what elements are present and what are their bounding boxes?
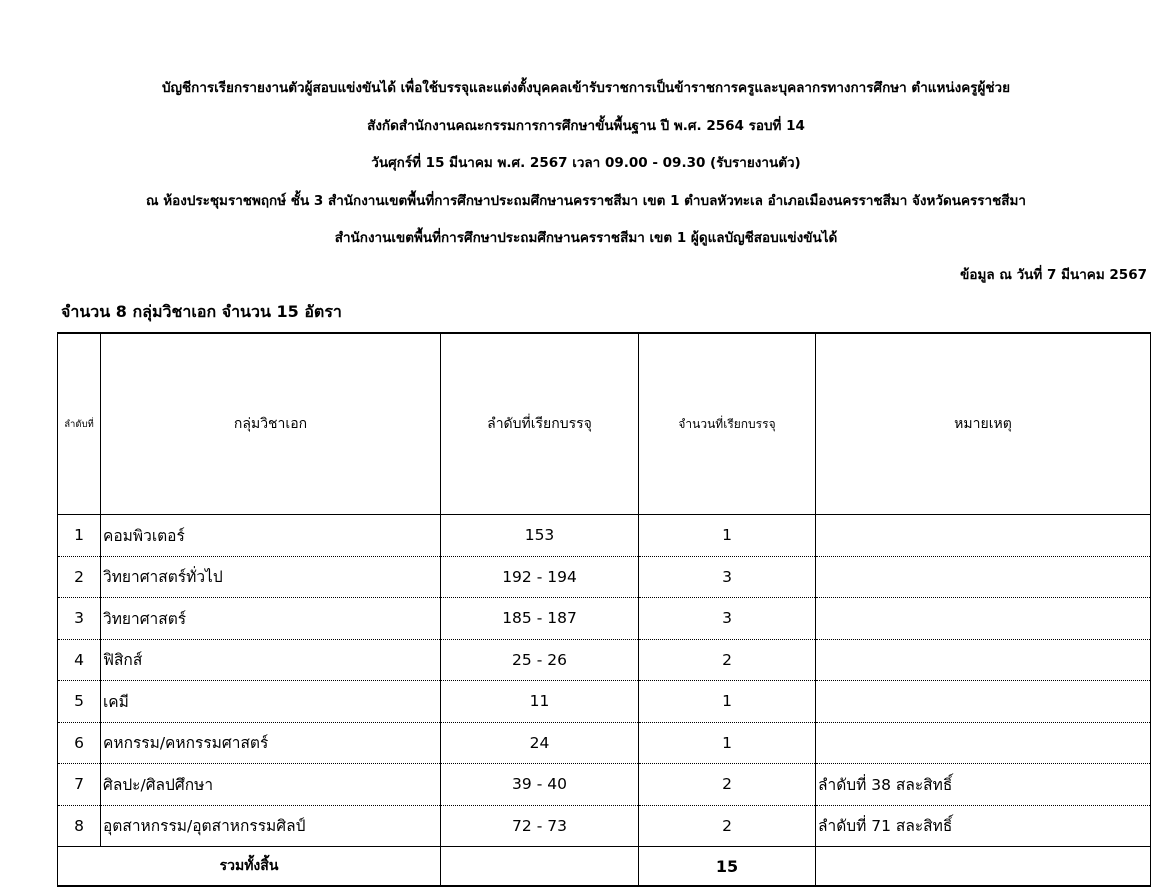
total-note xyxy=(816,847,1151,887)
row-call-order: 25 - 26 xyxy=(441,639,639,681)
data-as-of-date: ข้อมูล ณ วันที่ 7 มีนาคม 2567 xyxy=(960,267,1147,283)
row-call-order: 11 xyxy=(441,681,639,723)
row-call-order: 39 - 40 xyxy=(441,764,639,806)
row-call-count: 3 xyxy=(639,598,816,640)
row-call-count: 2 xyxy=(639,764,816,806)
table-row xyxy=(58,805,1151,847)
row-major: คหกรรม/คหกรรมศาสตร์ xyxy=(101,722,441,764)
table-row xyxy=(58,639,1151,681)
row-number: 7 xyxy=(58,764,101,806)
row-call-count: 2 xyxy=(639,639,816,681)
row-note: ลำดับที่ 71 สละสิทธิ์ xyxy=(816,805,1151,847)
col-header-no: ลำดับที่ xyxy=(58,333,101,515)
row-call-order: 185 - 187 xyxy=(441,598,639,640)
row-call-order: 153 xyxy=(441,515,639,557)
row-major: อุตสาหกรรม/อุตสาหกรรมศิลป์ xyxy=(101,805,441,847)
table-row xyxy=(58,556,1151,598)
row-note xyxy=(816,681,1151,723)
table-header-row xyxy=(58,333,1151,515)
col-header-count: จำนวนที่เรียกบรรจุ xyxy=(639,333,816,515)
row-major: วิทยาศาสตร์ xyxy=(101,598,441,640)
table-row xyxy=(58,598,1151,640)
col-header-note: หมายเหตุ xyxy=(816,333,1151,515)
row-note xyxy=(816,515,1151,557)
table-row xyxy=(58,515,1151,557)
row-call-count: 1 xyxy=(639,681,816,723)
table-row xyxy=(58,764,1151,806)
table-row xyxy=(58,722,1151,764)
row-call-order: 72 - 73 xyxy=(441,805,639,847)
call-list-table xyxy=(57,332,1151,887)
total-value: 15 xyxy=(639,847,816,887)
row-major: เคมี xyxy=(101,681,441,723)
venue-line: ณ ห้องประชุมราชพฤกษ์ ชั้น 3 สำนักงานเขตพื้นที่การศึกษาประถมศึกษานครราชสีมา เขต 1 ตำบลหัวทะเล อำเภอเมืองนครราชสีมา จังหวัดนครราชสีมา xyxy=(146,193,1026,209)
document-title: บัญชีการเรียกรายงานตัวผู้สอบแข่งขันได้ เพื่อใช้บรรจุและแต่งตั้งบุคคลเข้ารับราชการเป็นข้าราชการครูและบุคลากรทางการศึกษา ตำแหน่งครูผู้ช่วย xyxy=(161,80,1011,96)
row-number: 4 xyxy=(58,639,101,681)
row-call-order: 192 - 194 xyxy=(441,556,639,598)
office-line: สำนักงานเขตพื้นที่การศึกษาประถมศึกษานครราชสีมา เขต 1 ผู้ดูแลบัญชีสอบแข่งขันได้ xyxy=(334,230,838,246)
row-major: ฟิสิกส์ xyxy=(101,639,441,681)
col-header-order: ลำดับที่เรียกบรรจุ xyxy=(441,333,639,515)
row-call-count: 2 xyxy=(639,805,816,847)
row-number: 1 xyxy=(58,515,101,557)
row-call-count: 1 xyxy=(639,722,816,764)
row-note xyxy=(816,639,1151,681)
total-row xyxy=(58,847,1151,887)
row-major: ศิลปะ/ศิลปศึกษา xyxy=(101,764,441,806)
row-call-order: 24 xyxy=(441,722,639,764)
row-major: วิทยาศาสตร์ทั่วไป xyxy=(101,556,441,598)
row-number: 2 xyxy=(58,556,101,598)
row-number: 8 xyxy=(58,805,101,847)
affiliation-line: สังกัดสำนักงานคณะกรรมการการศึกษาขั้นพื้นฐาน ปี พ.ศ. 2564 รอบที่ 14 xyxy=(367,118,805,134)
row-number: 6 xyxy=(58,722,101,764)
table-row xyxy=(58,681,1151,723)
row-call-count: 1 xyxy=(639,515,816,557)
date-time-line: วันศุกร์ที่ 15 มีนาคม พ.ศ. 2567 เวลา 09.00 - 09.30 (รับรายงานตัว) xyxy=(371,155,801,171)
row-number: 3 xyxy=(58,598,101,640)
row-note xyxy=(816,556,1151,598)
summary-line: จำนวน 8 กลุ่มวิชาเอก จำนวน 15 อัตรา xyxy=(61,302,342,321)
total-spacer xyxy=(441,847,639,887)
row-note xyxy=(816,598,1151,640)
row-note xyxy=(816,722,1151,764)
row-note: ลำดับที่ 38 สละสิทธิ์ xyxy=(816,764,1151,806)
col-header-major: กลุ่มวิชาเอก xyxy=(101,333,441,515)
total-label: รวมทั้งสิ้น xyxy=(58,847,441,887)
row-call-count: 3 xyxy=(639,556,816,598)
row-major: คอมพิวเตอร์ xyxy=(101,515,441,557)
row-number: 5 xyxy=(58,681,101,723)
